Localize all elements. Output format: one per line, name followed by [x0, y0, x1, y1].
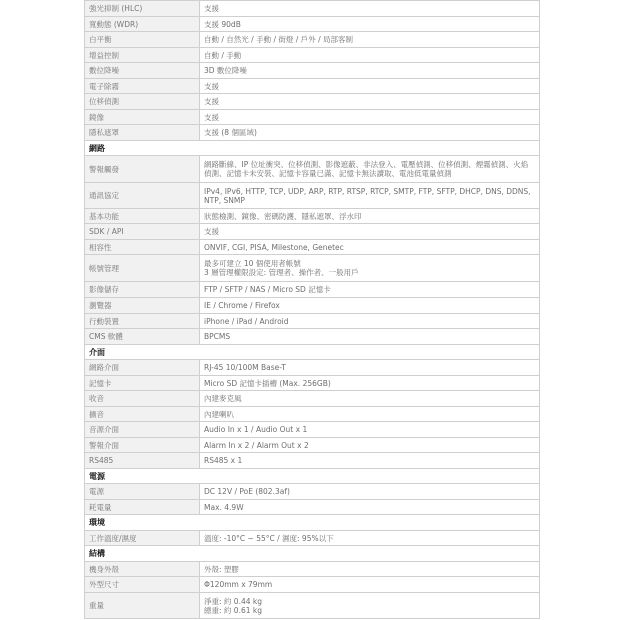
spec-label: 外型尺寸	[85, 577, 200, 593]
spec-label: 瀏覽器	[85, 298, 200, 314]
spec-row	[85, 79, 540, 94]
spec-row	[85, 125, 540, 141]
spec-label: 記憶卡	[85, 376, 200, 391]
spec-value: 自動 / 自然光 / 手動 / 街燈 / 戶外 / 局部客制	[200, 32, 540, 48]
spec-label: 基本功能	[85, 209, 200, 224]
spec-value: 內建麥克風	[200, 391, 540, 407]
spec-row	[85, 1, 540, 17]
spec-value: RJ-45 10/100M Base-T	[200, 360, 540, 376]
spec-row	[85, 32, 540, 48]
spec-row	[85, 224, 540, 240]
spec-label: 電子除霧	[85, 79, 200, 94]
spec-row	[85, 48, 540, 63]
spec-row	[85, 531, 540, 546]
spec-row	[85, 376, 540, 391]
section-header	[85, 515, 540, 531]
spec-row	[85, 484, 540, 500]
spec-table	[84, 0, 540, 619]
spec-value: FTP / SFTP / NAS / Micro SD 記憶卡	[200, 282, 540, 298]
spec-label: SDK / API	[85, 224, 200, 240]
spec-label: 警報介面	[85, 438, 200, 453]
spec-value: 外殼: 塑膠	[200, 562, 540, 577]
spec-label: 寬動態 (WDR)	[85, 17, 200, 32]
spec-label: 帳號管理	[85, 255, 200, 282]
spec-row	[85, 438, 540, 453]
spec-value: Φ120mm x 79mm	[200, 577, 540, 593]
spec-value: 內建喇叭	[200, 407, 540, 422]
spec-value: 支援 90dB	[200, 17, 540, 32]
spec-label: CMS 軟體	[85, 329, 200, 345]
section-header	[85, 546, 540, 562]
section-title: 介面	[85, 345, 540, 360]
spec-label: 白平衡	[85, 32, 200, 48]
spec-row	[85, 94, 540, 110]
spec-row	[85, 562, 540, 577]
spec-label: 警報觸發	[85, 156, 200, 183]
spec-label: 增益控制	[85, 48, 200, 63]
section-title: 網路	[85, 141, 540, 156]
spec-value: Alarm In x 2 / Alarm Out x 2	[200, 438, 540, 453]
spec-value: 支援 (8 個區域)	[200, 125, 540, 141]
spec-row	[85, 110, 540, 125]
spec-row	[85, 183, 540, 209]
spec-value: RS485 x 1	[200, 453, 540, 469]
spec-label: 強光抑制 (HLC)	[85, 1, 200, 17]
spec-label: 數位降噪	[85, 63, 200, 79]
spec-row	[85, 240, 540, 255]
spec-label: 擴音	[85, 407, 200, 422]
spec-label: 收音	[85, 391, 200, 407]
spec-label: 相容性	[85, 240, 200, 255]
spec-label: 工作溫度/濕度	[85, 531, 200, 546]
section-title: 環境	[85, 515, 540, 531]
spec-row	[85, 391, 540, 407]
spec-value: 支援	[200, 110, 540, 125]
spec-value: 淨重: 約 0.44 kg 總重: 約 0.61 kg	[200, 593, 540, 619]
section-header	[85, 345, 540, 360]
spec-label: 影像儲存	[85, 282, 200, 298]
spec-label: 音源介面	[85, 422, 200, 438]
spec-label: 通訊協定	[85, 183, 200, 209]
spec-value: 支援	[200, 79, 540, 94]
spec-row	[85, 282, 540, 298]
spec-table-body	[85, 1, 540, 619]
spec-label: 重量	[85, 593, 200, 619]
spec-value: Audio In x 1 / Audio Out x 1	[200, 422, 540, 438]
spec-row	[85, 255, 540, 282]
spec-value: Max. 4.9W	[200, 500, 540, 515]
spec-row	[85, 156, 540, 183]
spec-label: 行動裝置	[85, 314, 200, 329]
spec-row	[85, 577, 540, 593]
spec-row	[85, 500, 540, 515]
spec-row	[85, 298, 540, 314]
spec-value: 網路斷線、IP 位址衝突、位移偵測、影像遮蔽、非法登入、電壓偵測、位移偵測、煙霧偵測、火焰偵測、記憶卡未安裝、記憶卡容量已滿、記憶卡無法讀取、電池低電量偵測	[200, 156, 540, 183]
spec-value: 自動 / 手動	[200, 48, 540, 63]
spec-value: 支援	[200, 94, 540, 110]
spec-label: 網路介面	[85, 360, 200, 376]
spec-value: 溫度: -10°C ~ 55°C / 濕度: 95%以下	[200, 531, 540, 546]
spec-row	[85, 422, 540, 438]
spec-label: 電源	[85, 484, 200, 500]
spec-row	[85, 593, 540, 619]
section-title: 電源	[85, 469, 540, 484]
spec-row	[85, 360, 540, 376]
spec-row	[85, 453, 540, 469]
spec-label: 機身外殼	[85, 562, 200, 577]
section-header	[85, 141, 540, 156]
spec-row	[85, 17, 540, 32]
spec-label: 鏡像	[85, 110, 200, 125]
spec-value: 狀態檢測、鏡像、密碼防護、隱私遮罩、浮水印	[200, 209, 540, 224]
spec-row	[85, 209, 540, 224]
spec-value: IE / Chrome / Firefox	[200, 298, 540, 314]
spec-label: 隱私遮罩	[85, 125, 200, 141]
spec-label: 位移偵測	[85, 94, 200, 110]
spec-row	[85, 63, 540, 79]
spec-label: RS485	[85, 453, 200, 469]
spec-value: 最多可建立 10 個使用者帳號 3 層管理權限設定: 管理者、操作者、一般用戶	[200, 255, 540, 282]
spec-row	[85, 329, 540, 345]
spec-row	[85, 407, 540, 422]
spec-value: DC 12V / PoE (802.3af)	[200, 484, 540, 500]
spec-value: IPv4, IPv6, HTTP, TCP, UDP, ARP, RTP, RTSP, RTCP, SMTP, FTP, SFTP, DHCP, DNS, DDNS, NTP, SNMP	[200, 183, 540, 209]
section-title: 結構	[85, 546, 540, 562]
spec-value: Micro SD 記憶卡插槽 (Max. 256GB)	[200, 376, 540, 391]
spec-row	[85, 314, 540, 329]
spec-value: 支援	[200, 224, 540, 240]
spec-value: BPCMS	[200, 329, 540, 345]
spec-value: iPhone / iPad / Android	[200, 314, 540, 329]
spec-value: 支援	[200, 1, 540, 17]
spec-label: 耗電量	[85, 500, 200, 515]
spec-value: 3D 數位降噪	[200, 63, 540, 79]
section-header	[85, 469, 540, 484]
spec-value: ONVIF, CGI, PISA, Milestone, Genetec	[200, 240, 540, 255]
